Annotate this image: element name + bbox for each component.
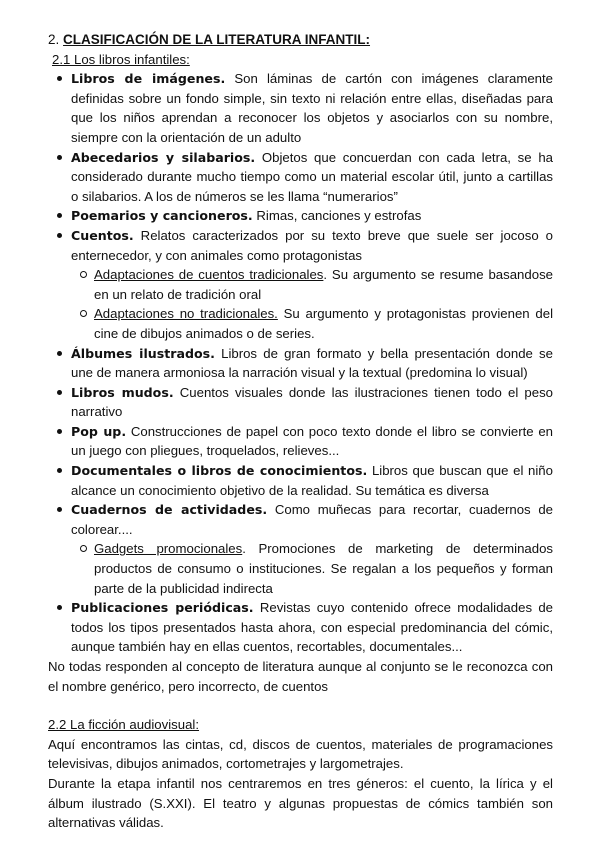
sub-list-item — [94, 304, 553, 343]
list-item — [71, 69, 553, 147]
item-description: Construcciones de papel con poco texto donde el libro se convierte en un juego con pliegues, troquelados, relieves... — [71, 423, 554, 459]
item-term: Documentales o libros de conocimientos. — [71, 463, 368, 479]
item-term: Cuentos. — [71, 227, 134, 243]
document-page — [48, 30, 553, 833]
sub-list — [71, 539, 553, 598]
subsection-title-2-2: 2.2 La ficción audiovisual: — [48, 717, 200, 733]
item-description: Libros que buscan que el niño alcance un conocimiento objetivo de la realidad. Su temática es diversa — [71, 463, 553, 498]
list-item — [71, 148, 553, 207]
section-title: CLASIFICACIÓN DE LA LITERATURA INFANTIL: — [63, 32, 371, 47]
section-number: 2. — [48, 32, 60, 47]
closing-paragraph: No todas responden al concepto de literatura aunque al conjunto se le reconozca con el nombre genérico, pero incorrecto, de cuentos — [48, 659, 553, 694]
list-item — [71, 344, 553, 383]
item-term: Libros de imágenes. — [71, 71, 226, 87]
item-term: Poemarios y cancioneros. — [71, 208, 253, 224]
list-item — [71, 598, 553, 657]
item-description: Como muñecas para recortar, cuadernos de colorear.... — [71, 502, 553, 537]
sub-list-item — [94, 265, 553, 304]
subitem-description: . Promociones de marketing de determinados productos de consumo o instituciones. Se regalan a los pequeños y forman parte de la publicidad indirecta — [94, 541, 553, 596]
list-item — [71, 383, 553, 422]
item-description: Relatos caracterizados por su texto breve que suele ser jocoso o enternecedor, y con animales como protagonistas — [71, 227, 553, 263]
section-heading — [48, 30, 553, 50]
item-description: Son láminas de cartón con imágenes claramente definidas sobre un fondo simple, sin texto ni relación entre ellas, diseñadas para que los niños aprendan a reconocer los objetos y asociarlos con su nombre, siempre con la orientación de un adulto — [71, 71, 553, 145]
item-term: Abecedarios y silabarios. — [71, 149, 256, 165]
subitem-term: Gadgets promocionales — [94, 541, 243, 557]
paragraph: Durante la etapa infantil nos centraremos en tres géneros: el cuento, la lírica y el álbum ilustrado (S.XXI). El teatro y algunas propuestas de cómics también son alternativas válidas. — [48, 775, 553, 831]
subitem-term: Adaptaciones no tradicionales. — [94, 306, 278, 322]
item-term: Pop up. — [71, 423, 127, 439]
item-term: Álbumes ilustrados. — [71, 345, 215, 361]
subitem-description: . Su argumento se resume basandose en un relato de tradición oral — [94, 267, 553, 302]
item-description: Objetos que concuerdan con cada letra, se ha considerado durante mucho tiempo como un material escolar útil, junto a cartillas o silabarios. A los de números se les llama “numerarios” — [71, 149, 553, 204]
list-item — [71, 226, 553, 344]
paragraph: Aquí encontramos las cintas, cd, discos de cuentos, materiales de programaciones televisivas, dibujos animados, cortometrajes y largometrajes. — [48, 736, 553, 772]
list-item — [71, 206, 553, 226]
item-term: Libros mudos. — [71, 384, 174, 400]
subsection-title-2-1: 2.1 Los libros infantiles: — [52, 51, 190, 67]
sub-list — [71, 265, 553, 343]
item-description: Cuentos visuales donde las ilustraciones tienen todo el peso narrativo — [71, 384, 553, 420]
item-description: Libros de gran formato y bella presentación donde se une de manera armoniosa la narración visual y la textual (predomina lo visual) — [71, 345, 553, 381]
list-item — [71, 461, 553, 500]
list-item — [71, 422, 553, 461]
sub-list-item — [94, 539, 553, 598]
item-term: Cuadernos de actividades. — [71, 502, 268, 518]
item-description: Rimas, canciones y estrofas — [252, 208, 422, 224]
subitem-term: Adaptaciones de cuentos tradicionales — [94, 267, 324, 283]
spacer — [48, 696, 553, 715]
item-term: Publicaciones periódicas. — [71, 600, 254, 616]
list-item — [71, 500, 553, 598]
item-description: Revistas cuyo contenido ofrece modalidades de todos los tipos presentados hasta ahora, con especial predominancia del cómic, aunque también hay en ellas cuentos, recortables, documentales... — [71, 600, 553, 655]
book-types-list — [48, 69, 553, 657]
subitem-description: Su argumento y protagonistas provienen del cine de dibujos animados o de series. — [94, 306, 554, 341]
